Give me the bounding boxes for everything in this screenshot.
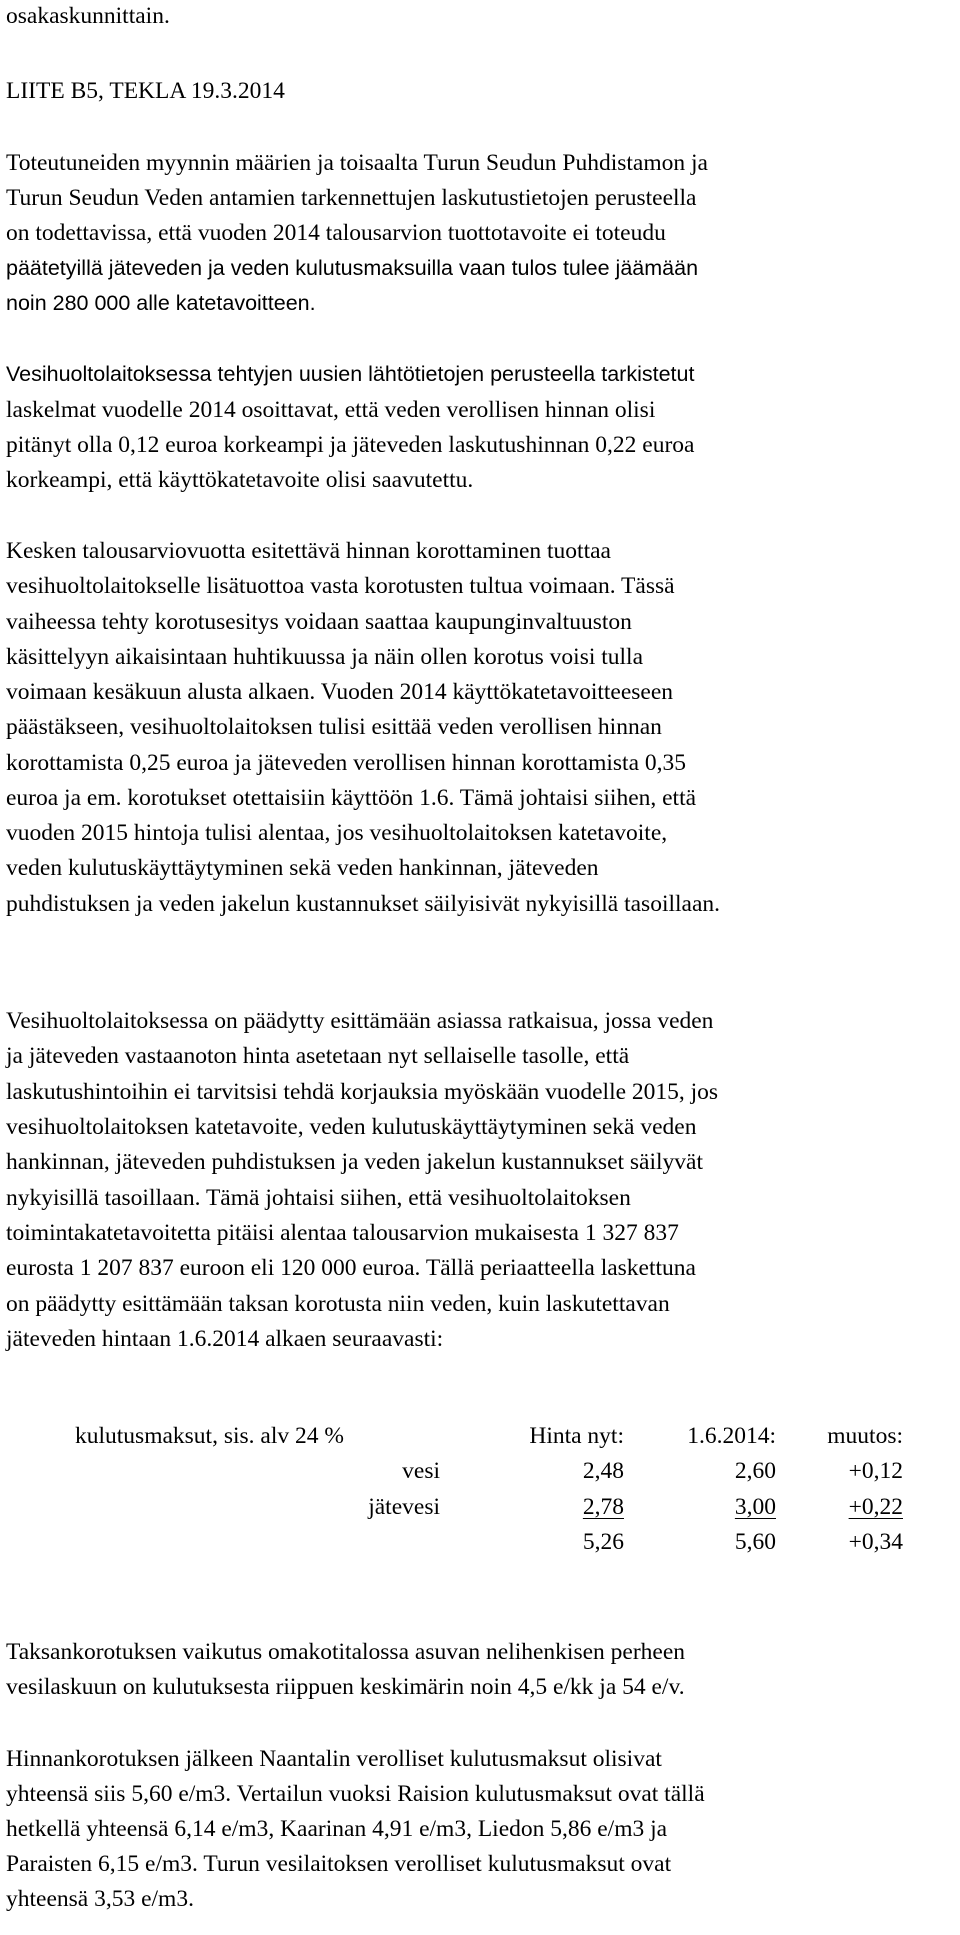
para2-line: korkeampi, että käyttökatetavoite olisi saavutettu. [6, 467, 474, 493]
table-total-cell: 5,26 [582, 1529, 624, 1555]
table-cell: +0,12 [848, 1458, 903, 1484]
para1-line: Turun Seudun Veden antamien tarkennettujen laskutustietojen perusteella [6, 185, 697, 211]
table-header-label: kulutusmaksut, sis. alv 24 % [75, 1423, 344, 1449]
table-header-current: Hinta nyt: [529, 1423, 624, 1449]
para4-line: laskutushintoihin ei tarvitsisi tehdä korjauksia myöskään vuodelle 2015, jos [6, 1079, 719, 1105]
table-row-label: vesi [402, 1458, 440, 1484]
para4-line: vesihuoltolaitoksen katetavoite, veden kulutuskäyttäytyminen sekä veden [6, 1114, 697, 1140]
para6-line: Paraisten 6,15 e/m3. Turun vesilaitoksen verolliset kulutusmaksut ovat [6, 1851, 672, 1877]
para4-line: Vesihuoltolaitoksessa on päädytty esittämään asiassa ratkaisua, jossa veden [6, 1008, 714, 1034]
para6-line: hetkellä yhteensä 6,14 e/m3, Kaarinan 4,91 e/m3, Liedon 5,86 e/m3 ja [6, 1816, 668, 1842]
para4-line: nykyisillä tasoillaan. Tämä johtaisi siihen, että vesihuoltolaitoksen [6, 1185, 631, 1211]
para4-line: on päädytty esittämään taksan korotusta niin veden, kuin laskutettavan [6, 1291, 670, 1317]
table-cell: 2,78 [582, 1494, 624, 1520]
para2-line: pitänyt olla 0,12 euroa korkeampi ja jäteveden laskutushinnan 0,22 euroa [6, 432, 695, 458]
top-fragment: osakaskunnittain. [6, 3, 170, 29]
para3-line: Kesken talousarviovuotta esitettävä hinnan korottaminen tuottaa [6, 538, 611, 564]
para4-line: hankinnan, jäteveden puhdistuksen ja veden jakelun kustannukset säilyvät [6, 1149, 703, 1175]
para1-line: Toteutuneiden myynnin määrien ja toisaalta Turun Seudun Puhdistamon ja [6, 150, 708, 176]
page-heading: LIITE B5, TEKLA 19.3.2014 [6, 78, 285, 104]
para4-line: jäteveden hintaan 1.6.2014 alkaen seuraavasti: [6, 1326, 444, 1352]
table-cell: +0,22 [848, 1494, 903, 1520]
para5-line: vesilaskuun on kulutuksesta riippuen keskimärin noin 4,5 e/kk ja 54 e/v. [6, 1674, 685, 1700]
para6-line: Hinnankorotuksen jälkeen Naantalin verolliset kulutusmaksut olisivat [6, 1746, 662, 1772]
para3-line: vaiheessa tehty korotusesitys voidaan saattaa kaupunginvaltuuston [6, 609, 632, 635]
para2-line: Vesihuoltolaitoksessa tehtyjen uusien lähtötietojen perusteella tarkistetut [6, 362, 695, 386]
para6-line: yhteensä 3,53 e/m3. [6, 1886, 194, 1912]
para3-line: voimaan kesäkuun alusta alkaen. Vuoden 2014 käyttökatetavoitteeseen [6, 679, 674, 705]
para4-line: toimintakatetavoitetta pitäisi alentaa talousarvion mukaisesta 1 327 837 [6, 1220, 679, 1246]
table-header-new: 1.6.2014: [687, 1423, 776, 1449]
para3-line: euroa ja em. korotukset otettaisiin käyttöön 1.6. Tämä johtaisi siihen, että [6, 785, 697, 811]
para1-line: päätetyillä jäteveden ja veden kulutusmaksuilla vaan tulos tulee jäämään [6, 256, 699, 280]
para6-line: yhteensä siis 5,60 e/m3. Vertailun vuoksi Raision kulutusmaksut ovat tällä [6, 1781, 705, 1807]
para3-line: päästäkseen, vesihuoltolaitoksen tulisi esittää veden verollisen hinnan [6, 714, 662, 740]
para1-line: on todettavissa, että vuoden 2014 talousarvion tuottotavoite ei toteudu [6, 220, 666, 246]
table-row-label: jätevesi [368, 1494, 440, 1520]
para3-line: veden kulutuskäyttäytyminen sekä veden hankinnan, jäteveden [6, 855, 599, 881]
para2-line: laskelmat vuodelle 2014 osoittavat, että veden verollisen hinnan olisi [6, 397, 656, 423]
table-total-cell: +0,34 [848, 1529, 903, 1555]
table-cell: 3,00 [734, 1494, 776, 1520]
table-cell: 2,48 [582, 1458, 624, 1484]
para3-line: vuoden 2015 hintoja tulisi alentaa, jos vesihuoltolaitoksen katetavoite, [6, 820, 668, 846]
table-cell: 2,60 [734, 1458, 776, 1484]
para3-line: vesihuoltolaitokselle lisätuottoa vasta korotusten tultua voimaan. Tässä [6, 573, 675, 599]
para5-line: Taksankorotuksen vaikutus omakotitalossa asuvan nelihenkisen perheen [6, 1639, 686, 1665]
table-header-change: muutos: [827, 1423, 903, 1449]
para1-line: noin 280 000 alle katetavoitteen. [6, 291, 316, 315]
para3-line: käsittelyyn aikaisintaan huhtikuussa ja näin ollen korotus voisi tulla [6, 644, 644, 670]
para3-line: korottamista 0,25 euroa ja jäteveden verollisen hinnan korottamista 0,35 [6, 750, 687, 776]
table-total-cell: 5,60 [734, 1529, 776, 1555]
para4-line: eurosta 1 207 837 euroon eli 120 000 euroa. Tällä periaatteella laskettuna [6, 1255, 696, 1281]
para4-line: ja jäteveden vastaanoton hinta asetetaan nyt sellaiselle tasolle, että [6, 1043, 630, 1069]
para3-line: puhdistuksen ja veden jakelun kustannukset säilyisivät nykyisillä tasoillaan. [6, 891, 721, 917]
